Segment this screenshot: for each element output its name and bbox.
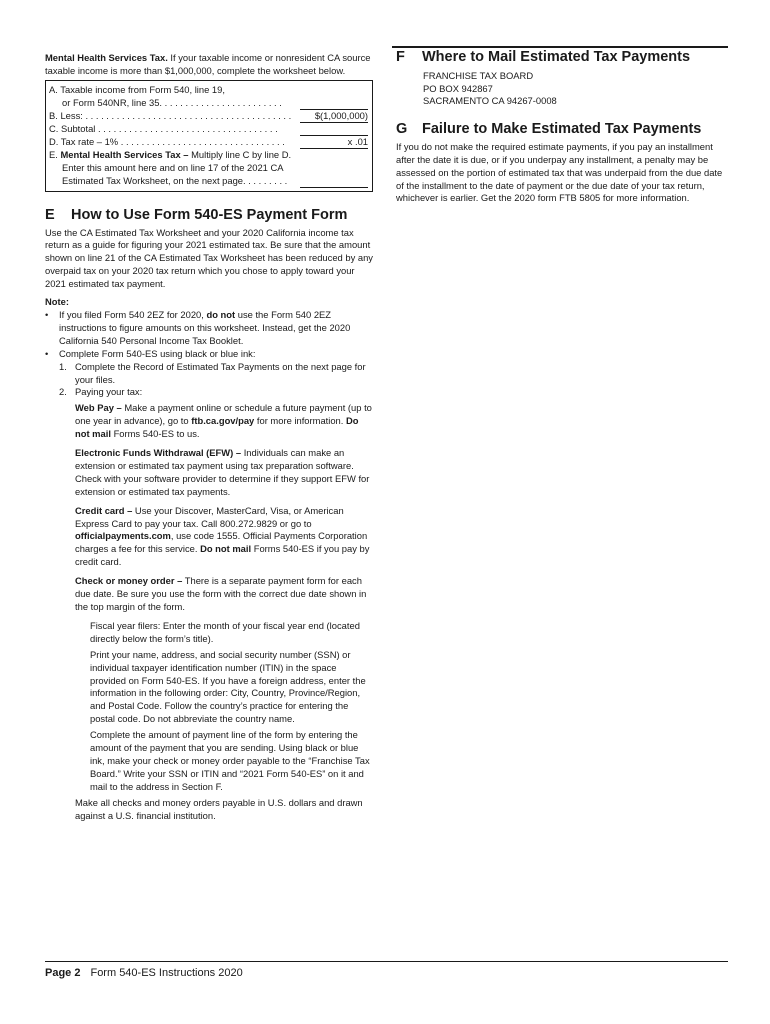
section-g-body: If you do not make the required estimate payments, if you pay an installment after the date it is due, or if you underpay any installment, a penalty may be assessed on the portion of estimated tax that was underpaid from the due date of the installment to the date of payment or the due date of your tax return, whichever is earlier. Get the 2020 form FTB 5805 for more information. — [396, 140, 723, 204]
note-label — [45, 296, 373, 309]
section-e-heading — [45, 206, 373, 224]
note-bullet-2 — [45, 348, 373, 361]
section-f — [396, 48, 726, 108]
worksheet-line-e3 — [49, 175, 368, 188]
line-a-value — [300, 97, 368, 110]
note-label-text: Note: — [45, 296, 69, 308]
page-footer — [45, 967, 243, 979]
web-pay-text-b: for more information. — [256, 415, 344, 427]
ftb-pay-link[interactable]: ftb.ca.gov/pay — [191, 415, 255, 427]
web-pay-label: Web Pay – — [75, 402, 122, 414]
web-pay-do-not-mail: Do not mail — [75, 415, 359, 440]
line-a-label-2: or Form 540NR, line 35. . . . . . . . . . . . . . . . . . . . . . . . — [62, 96, 282, 108]
section-g-heading — [396, 120, 726, 138]
worksheet-line-e1 — [49, 149, 368, 162]
page-number: Page 2 — [45, 967, 81, 979]
bullet1-b: use the Form 540 2EZ instructions to figure amounts on this worksheet. Instead, get the 2020 California 540 Personal Income Tax Booklet. — [59, 308, 351, 346]
address-line-1: FRANCHISE TAX BOARD — [423, 70, 534, 81]
print-name-paragraph: Print your name, address, and social security number (SSN) or individual taxpayer identification number (ITIN) in the space provided on Form 540-ES. If you have a foreign address, enter the information in the following order: City, Country, Province/Region, and Postal Code. Follow the country’s practice for entering the postal code. Do not abbreviate the country name. — [90, 648, 366, 725]
line-e-label-3: Estimated Tax Worksheet, on the next page. . . . . . . . . — [62, 174, 288, 186]
right-column — [396, 48, 726, 205]
line-e-label-2: Enter this amount here and on line 17 of the 2021 CA — [62, 161, 284, 173]
line-e-rest: Multiply line C by line D. — [191, 148, 292, 160]
section-g — [396, 120, 726, 206]
line-e-label — [49, 149, 368, 162]
note-bullet-2-text: Complete Form 540-ES using black or blue ink: — [59, 347, 256, 359]
section-e — [45, 206, 373, 823]
check-paragraph — [45, 575, 373, 614]
credit-card-paragraph — [45, 505, 373, 570]
bullet1-bold: do not — [206, 308, 236, 320]
worksheet-line-a1 — [49, 84, 368, 97]
bullet1-a: If you filed Form 540 2EZ for 2020, — [59, 308, 204, 320]
web-pay-paragraph — [45, 402, 373, 441]
step-2-text: Paying your tax: — [75, 386, 143, 398]
credit-card-text-b: , use code 1555. Official Payments Corporation charges a fee for this service. — [75, 530, 368, 555]
worksheet-line-a2 — [49, 97, 368, 110]
credit-card-text-c: Forms 540-ES if you pay by credit card. — [75, 543, 370, 568]
line-e-value — [300, 175, 368, 188]
section-e-intro: Use the CA Estimated Tax Worksheet and your 2020 California income tax return as a guide for figuring your 2021 estimated tax. Be sure that the amount shown on line 21 of the CA Estimated Tax Worksheet has been reduced by any overpaid tax on your 2020 tax return which you chose to apply toward your 2021 estimated tax payment. — [45, 226, 373, 290]
line-e-prefix: E. — [49, 148, 58, 160]
step-1-number: 1. — [59, 360, 67, 372]
fiscal-year-paragraph: Fiscal year filers: Enter the month of your fiscal year end (located directly below the form’s title). — [90, 619, 360, 644]
efw-label: Electronic Funds Withdrawal (EFW) – — [75, 447, 242, 459]
check-label: Check or money order – — [75, 575, 183, 587]
bullet-icon: • — [45, 347, 49, 359]
mhst-intro-text: If your taxable income or nonresident CA source taxable income is more than $1,000,000, complete the worksheet below. — [45, 52, 371, 76]
section-f-title: Where to Mail Estimated Tax Payments — [422, 49, 691, 65]
line-a-label: A. Taxable income from Form 540, line 19, — [49, 83, 225, 95]
worksheet-line-c — [49, 123, 368, 136]
worksheet-line-b — [49, 110, 368, 123]
address-line-3: SACRAMENTO CA 94267-0008 — [423, 95, 557, 107]
checks-payable-paragraph: Make all checks and money orders payable in U.S. dollars and drawn against a U.S. financial institution. — [75, 796, 363, 821]
credit-card-do-not-mail: Do not mail — [200, 543, 252, 555]
line-d-label: D. Tax rate – 1% . . . . . . . . . . . . . . . . . . . . . . . . . . . . . . . . — [49, 135, 285, 147]
web-pay-text-a: Make a payment online or schedule a future payment (up to one year in advance), go to — [75, 402, 372, 427]
footer-title: Form 540-ES Instructions 2020 — [90, 967, 243, 979]
line-d-value: x .01 — [300, 136, 368, 149]
footer-rule — [45, 961, 728, 962]
efw-text: Individuals can make an extension or estimated tax payment using tax preparation software. Check with your software provider to determine if they support EFW for extension or estimated tax payments. — [75, 447, 370, 497]
step-2-number: 2. — [59, 386, 67, 398]
address-line-2: PO BOX 942867 — [423, 82, 493, 94]
check-text: There is a separate payment form for each due date. Be sure you use the form with the correct due date shown in the top margin of the form. — [75, 575, 367, 612]
mhst-worksheet — [45, 80, 373, 192]
section-e-letter: E — [45, 206, 55, 223]
worksheet-line-e2 — [49, 162, 368, 175]
efw-paragraph — [45, 447, 373, 499]
line-b-value: $(1,000,000) — [300, 110, 368, 123]
line-c-value — [300, 123, 368, 136]
credit-card-label: Credit card – — [75, 504, 133, 516]
left-column — [45, 52, 373, 823]
step-2 — [45, 386, 373, 399]
mhst-intro — [45, 52, 373, 78]
web-pay-text-c: Forms 540-ES to us. — [113, 428, 200, 440]
section-f-heading — [396, 48, 726, 66]
section-g-letter: G — [396, 120, 408, 137]
line-c-label: C. Subtotal . . . . . . . . . . . . . . . . . . . . . . . . . . . . . . . . . . . — [49, 122, 278, 134]
mhst-title: Mental Health Services Tax. — [45, 52, 168, 63]
note-bullet-1 — [45, 309, 373, 348]
step-1-text: Complete the Record of Estimated Tax Payments on the next page for your files. — [75, 360, 366, 385]
official-payments-link[interactable]: officialpayments.com — [75, 530, 171, 542]
line-b-label: B. Less: . . . . . . . . . . . . . . . . . . . . . . . . . . . . . . . . . . . . . . . . — [49, 109, 292, 121]
complete-amount-paragraph: Complete the amount of payment line of the form by entering the amount of the payment that you are sending. Using black or blue ink, make your check or money order payable to the “Franchise Tax Board.” Write your SSN or ITIN and “2021 Form 540-ES” on it and mail to the address in Section F. — [90, 729, 370, 792]
mailing-address — [396, 70, 726, 108]
bullet-icon: • — [45, 308, 49, 320]
section-e-title: How to Use Form 540-ES Payment Form — [71, 206, 348, 223]
credit-card-text-a: Use your Discover, MasterCard, Visa, or American Express Card to pay your tax. Call 800.272.9829 or go to — [75, 504, 344, 529]
section-f-letter: F — [396, 49, 405, 65]
worksheet-line-d — [49, 136, 368, 149]
note-bullet-1-text — [59, 309, 373, 348]
line-e-bold: Mental Health Services Tax – — [60, 148, 189, 160]
step-1 — [45, 361, 373, 387]
section-g-title: Failure to Make Estimated Tax Payments — [422, 120, 702, 137]
